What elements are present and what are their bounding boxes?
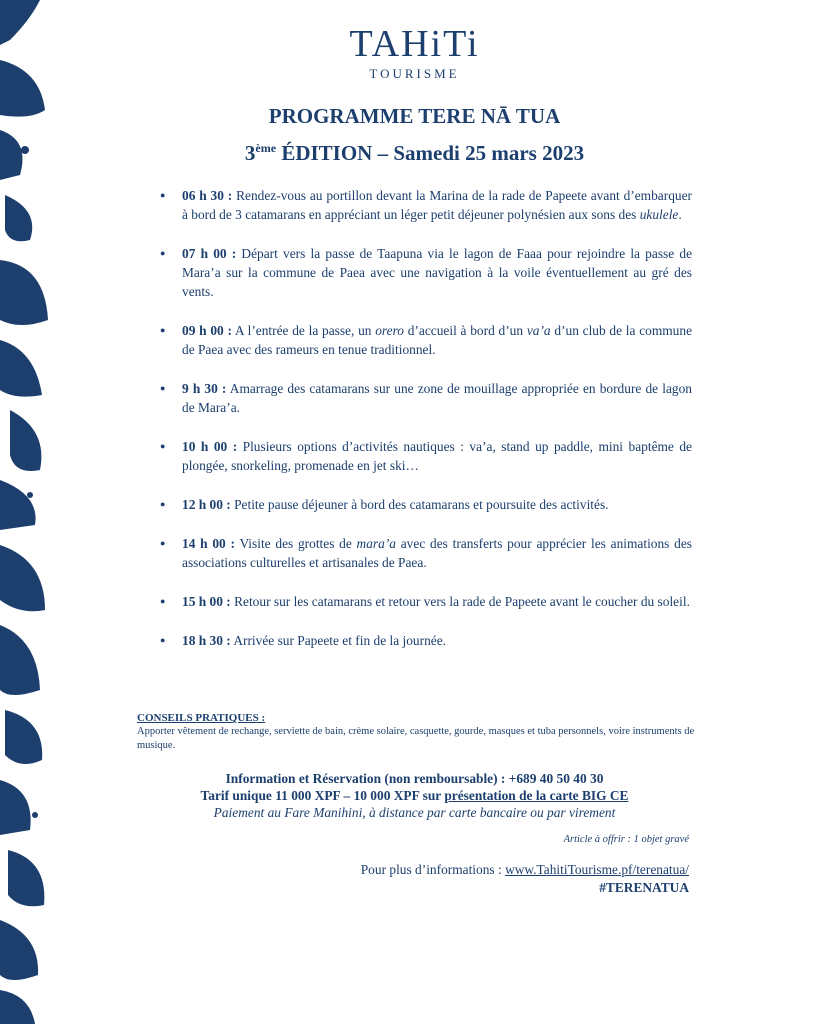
program-text: . — [678, 207, 682, 222]
program-time: 10 h 00 : — [182, 439, 238, 454]
edition-date: ÉDITION – Samedi 25 mars 2023 — [276, 141, 585, 165]
program-item — [160, 437, 692, 475]
gift-note: Article à offrir : 1 objet gravé — [563, 834, 689, 845]
program-item — [160, 592, 692, 611]
program-item — [160, 631, 692, 650]
practical-tips — [137, 711, 697, 753]
big-ce-card-text: présentation de la carte BIG CE — [444, 788, 629, 803]
program-text: Départ vers la passe de Taapuna via le lagon de Faaa pour rejoindre la passe de Mara’a sur la commune de Paea avec une navigation à la voile éventuellement au gré des vents. — [182, 246, 693, 299]
program-text: avec des transferts pour apprécier les animations des associations culturelles et artisanales de Paea. — [182, 536, 692, 570]
reservation-info: Information et Réservation (non remboursable) : +689 40 50 40 30 — [225, 771, 604, 786]
edition-title — [0, 141, 829, 166]
practical-tips-text: Apporter vêtement de rechange, serviette de bain, crème solaire, casquette, gourde, masques et tuba personnels, voire instruments de musique. — [137, 726, 695, 751]
program-title: PROGRAMME TERE NĀ TUA — [268, 104, 561, 128]
more-info — [361, 862, 689, 878]
program-time: 14 h 00 : — [182, 536, 235, 551]
program-text: A l’entrée de la passe, un — [231, 323, 376, 338]
program-text-italic: va’a — [526, 323, 551, 338]
program-item — [160, 186, 692, 224]
edition-superscript: ème — [255, 141, 277, 155]
program-time: 07 h 00 : — [182, 246, 237, 261]
tourisme-logo-subtitle: TOURISME — [369, 66, 460, 81]
more-info-label: Pour plus d’informations : — [360, 862, 506, 877]
program-time: 09 h 00 : — [182, 323, 232, 338]
program-text: Arrivée sur Papeete et fin de la journée. — [230, 633, 447, 648]
program-time: 12 h 00 : — [182, 497, 231, 512]
practical-tips-heading: CONSEILS PRATIQUES : — [137, 712, 266, 724]
program-item — [160, 495, 692, 514]
program-text: Rendez-vous au portillon devant la Marina de la rade de Papeete avant d’embarquer à bord de 3 catamarans en appréciant un léger petit déjeuner polynésien aux sons des — [182, 188, 692, 222]
program-text: Visite des grottes de — [234, 536, 357, 551]
program-text: Retour sur les catamarans et retour vers la rade de Papeete avant le coucher du soleil. — [230, 594, 690, 609]
program-text-italic: ukulele — [639, 207, 679, 222]
program-item — [160, 244, 692, 301]
program-text: Petite pause déjeuner à bord des catamarans et poursuite des activités. — [230, 497, 609, 512]
price-text: Tarif unique 11 000 XPF – 10 000 XPF sur — [200, 788, 445, 803]
program-time: 18 h 30 : — [182, 633, 231, 648]
program-text: Amarrage des catamarans sur une zone de mouillage appropriée en bordure de lagon de Mara’a. — [182, 381, 692, 415]
program-item — [160, 321, 692, 359]
hashtag: #TERENATUA — [599, 880, 689, 895]
program-time: 06 h 30 : — [182, 188, 233, 203]
program-text-italic: mara’a — [356, 536, 396, 551]
program-item — [160, 534, 692, 572]
program-item — [160, 379, 692, 417]
program-text: d’accueil à bord d’un — [404, 323, 527, 338]
program-list — [160, 186, 692, 670]
payment-info: Paiement au Fare Manihini, à distance par carte bancaire ou par virement — [213, 805, 616, 820]
program-text: d’un club de la commune de Paea avec des rameurs en tenue traditionnel. — [182, 323, 693, 357]
tahiti-logo: TAHiTi — [349, 23, 480, 65]
edition-number: 3 — [244, 141, 256, 165]
program-text: Plusieurs options d’activités nautiques : va’a, stand up paddle, mini baptême de plongée, snorkeling, promenade en jet ski… — [182, 439, 692, 473]
price-info — [0, 787, 829, 804]
program-text-italic: orero — [375, 323, 404, 338]
program-time: 15 h 00 : — [182, 594, 231, 609]
website-link[interactable]: www.TahitiTourisme.pf/terenatua/ — [505, 862, 689, 877]
program-time: 9 h 30 : — [182, 381, 227, 396]
